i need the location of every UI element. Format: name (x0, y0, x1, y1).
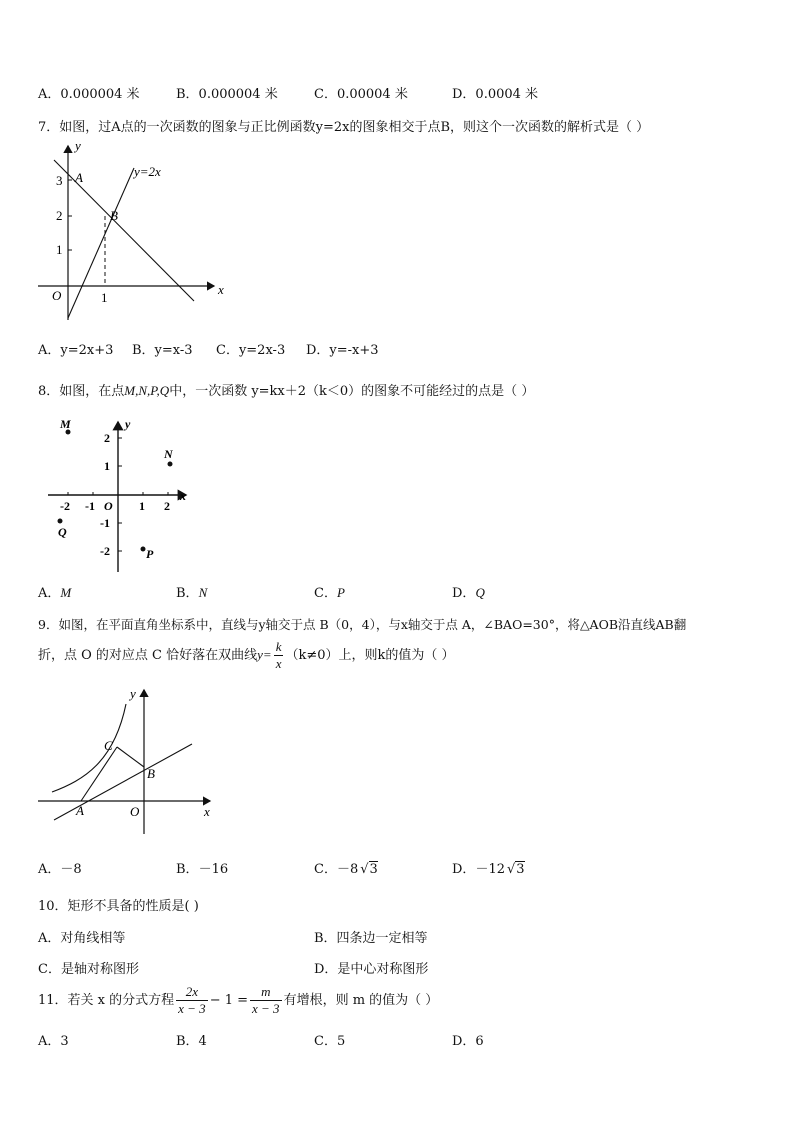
q8-label-m: M (60, 417, 71, 431)
q8-option-a: A．M (38, 585, 72, 601)
q9-x-label: x (204, 804, 210, 819)
q7-x-label: x (218, 282, 224, 297)
q9-text-line1: 9．如图，在平面直角坐标系中，直线与y轴交于点 B（0，4），与x轴交于点 A，∠BAO=30°，将△AOB沿直线AB翻 (38, 617, 687, 632)
q9-hyperbola (52, 704, 126, 792)
q9-option-a: A．－8 (38, 862, 82, 877)
q6-option-d: D．0.0004 米 (452, 87, 539, 102)
q8-figure (40, 410, 200, 580)
q8-text: 8．如图，在点M,N,P,Q中，一次函数 y=kx＋2（k＜0）的图象不可能经过的点是（ ） (38, 383, 535, 399)
q8-label-n: N (164, 447, 173, 461)
q8-tick-y-1: 1 (104, 459, 110, 473)
q9-point-c: C (104, 738, 113, 753)
q8-option-b: B．N (176, 585, 208, 601)
q9-figure (34, 684, 224, 840)
q7-line-label: y=2x (134, 164, 161, 179)
q7-text: 7．如图，过A点的一次函数的图象与正比例函数y=2x的图象相交于点B，则这个一次函数的解析式是（ ） (38, 120, 650, 135)
q7-option-a: A．y=2x+3 (38, 343, 114, 358)
q8-x-label: x (180, 489, 186, 503)
q7-option-d: D．y=-x+3 (306, 343, 379, 358)
q9-origin: O (130, 804, 140, 819)
q6-option-b: B．0.000004 米 (176, 87, 278, 102)
q7-tick-y3: 3 (56, 173, 63, 188)
q9-fraction: $\frac{k}{x}$ (275, 639, 282, 671)
q7-point-a: A (75, 170, 83, 185)
q10-option-a: A．对角线相等 (38, 931, 126, 946)
q8-point-n (168, 462, 173, 467)
q7-origin: O (52, 288, 62, 303)
q11-fraction-left: $\frac{2x}{x - 3}$ (178, 984, 206, 1016)
q8-option-c: C．P (314, 585, 345, 601)
q7-option-c: C．y=2x-3 (216, 343, 286, 358)
q10-text: 10．矩形不具备的性质是( ) (38, 899, 199, 914)
q8-y-label: y (125, 417, 131, 431)
q9-text-line2: 折，点 O 的对应点 C 恰好落在双曲线y= $\frac{k}{x}$ （k≠0）上，则k的值为（ ） (38, 639, 455, 671)
q11-option-b: B．4 (176, 1034, 207, 1049)
q6-option-c: C．0.00004 米 (314, 87, 408, 102)
q10-option-d: D．是中心对称图形 (314, 962, 429, 977)
q8-point-p (141, 547, 146, 552)
q11-option-d: D．6 (452, 1034, 484, 1049)
q9-option-d: D．－12 √3 (452, 862, 525, 877)
q11-fraction-right: $\frac{m}{x - 3}$ (252, 984, 280, 1016)
q8-tick-y-2: 2 (104, 431, 110, 445)
q7-figure (30, 138, 240, 328)
q11-option-c: C．5 (314, 1034, 346, 1049)
q7-point-b: B (110, 208, 118, 223)
q8-point-q (58, 519, 63, 524)
q10-option-b: B．四条边一定相等 (314, 931, 428, 946)
q8-label-p: P (146, 547, 154, 561)
q8-tick-y-neg1: -1 (100, 516, 110, 530)
q9-point-b: B (147, 766, 155, 781)
q8-origin: O (104, 499, 113, 513)
q7-option-b: B．y=x-3 (132, 343, 193, 358)
q7-tick-x1: 1 (101, 290, 108, 305)
q9-segment-cb (117, 747, 144, 767)
q9-y-label: y (130, 686, 136, 701)
q7-tick-y1: 1 (56, 242, 63, 257)
q8-label-q: Q (58, 525, 67, 539)
q8-tick-y-neg2: -2 (100, 544, 110, 558)
q9-option-c: C．－8 √3 (314, 862, 378, 877)
q8-tick-x-neg2: -2 (60, 499, 70, 513)
q6-option-a: A．0.000004 米 (38, 87, 140, 102)
q8-option-d: D．Q (452, 585, 485, 601)
q11-option-a: A．3 (38, 1034, 69, 1049)
q9-option-b: B．－16 (176, 862, 229, 877)
q8-tick-x-2: 2 (164, 499, 170, 513)
q8-tick-x-neg1: -1 (85, 499, 95, 513)
q10-option-c: C．是轴对称图形 (38, 962, 139, 977)
q8-tick-x-1: 1 (139, 499, 145, 513)
q11-text: 11．若关 x 的分式方程 $\frac{2x}{x - 3}$ − 1 = $\frac{m}{x - 3}$ 有增根，则 m 的值为（ ） (38, 984, 439, 1016)
q7-y-label: y (75, 138, 81, 153)
q9-point-a: A (76, 803, 84, 818)
q7-tick-y2: 2 (56, 208, 63, 223)
